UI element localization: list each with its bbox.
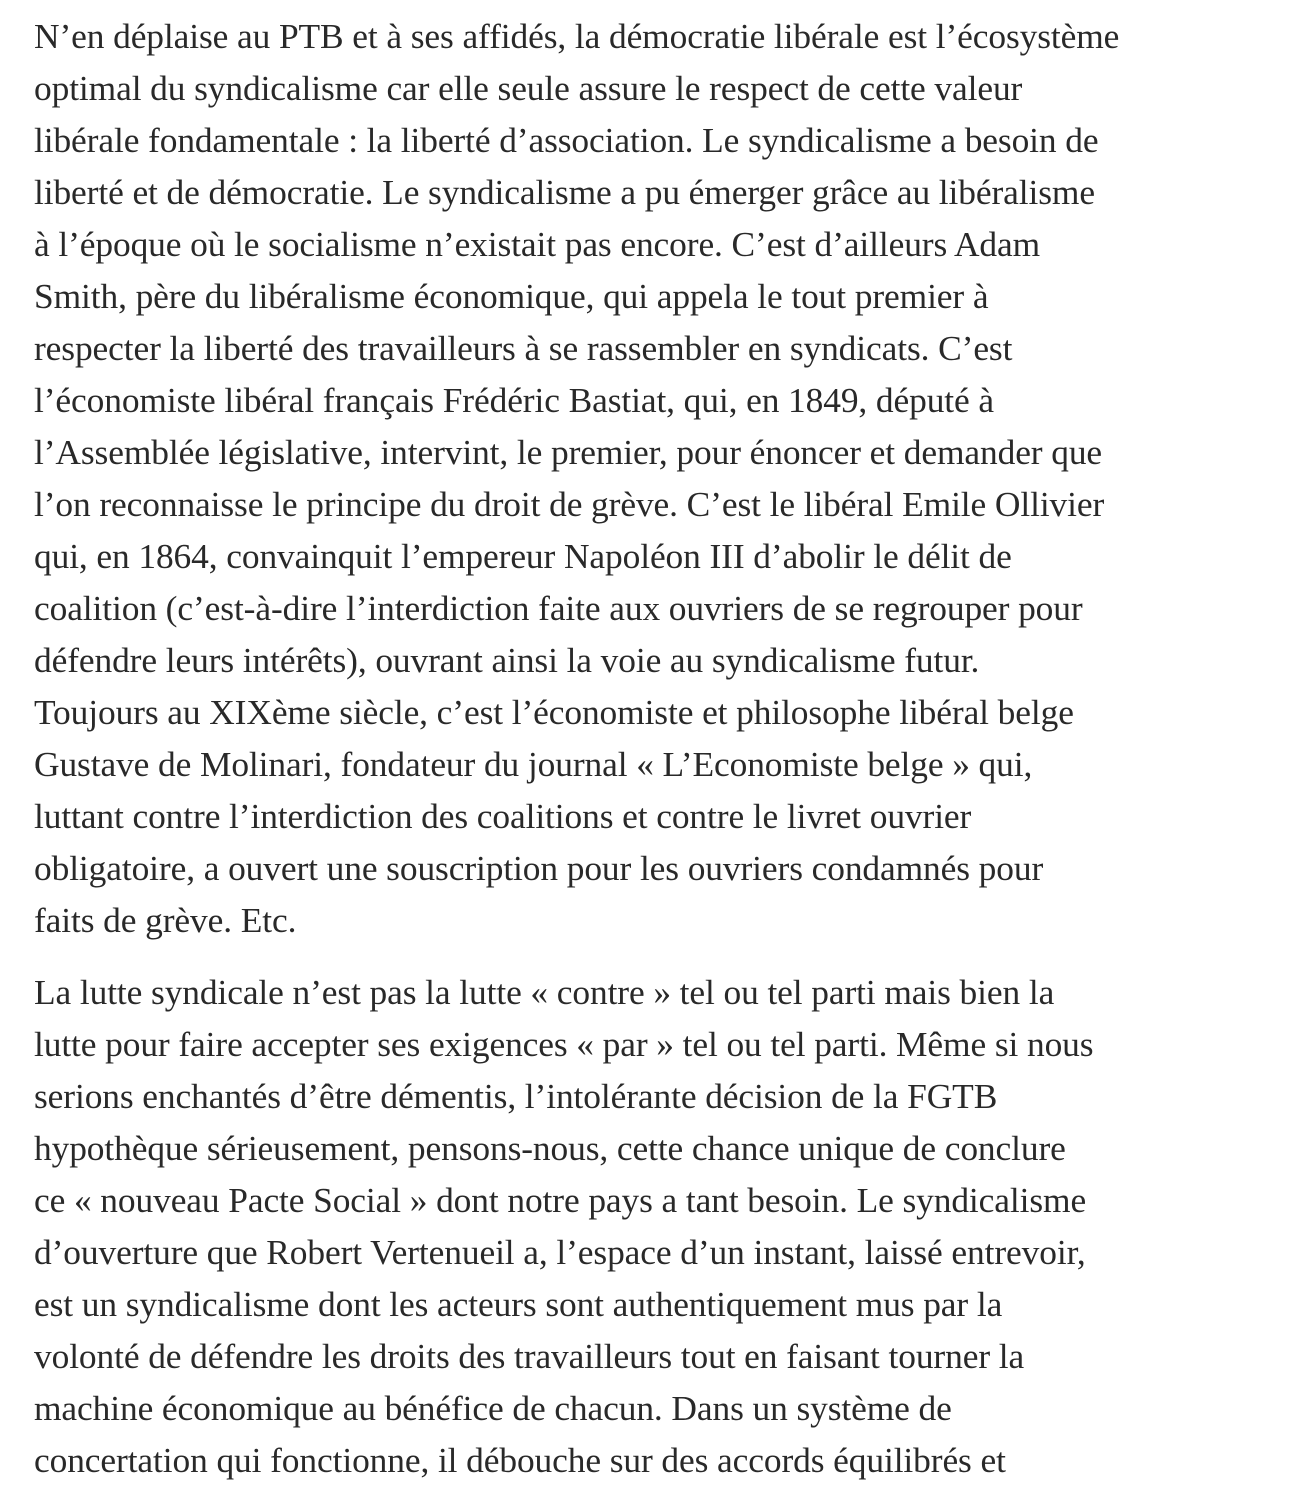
text-line: qui, en 1864, convainquit l’empereur Napoléon III d’abolir le délit de: [34, 536, 1012, 576]
text-line: La lutte syndicale n’est pas la lutte « contre » tel ou tel parti mais bien la: [34, 972, 1055, 1012]
text-line: hypothèque sérieusement, pensons-nous, cette chance unique de conclure: [34, 1128, 1066, 1168]
text-line: obligatoire, a ouvert une souscription pour les ouvriers condamnés pour: [34, 848, 1044, 888]
text-line: l’on reconnaisse le principe du droit de grève. C’est le libéral Emile Ollivier: [34, 484, 1105, 524]
text-line: luttant contre l’interdiction des coalitions et contre le livret ouvrier: [34, 796, 972, 836]
text-line: N’en déplaise au PTB et à ses affidés, la démocratie libérale est l’écosystème: [34, 16, 1120, 56]
text-line: lutte pour faire accepter ses exigences « par » tel ou tel parti. Même si nous: [34, 1024, 1094, 1064]
text-line: d’ouverture que Robert Vertenueil a, l’espace d’un instant, laissé entrevoir,: [34, 1232, 1086, 1272]
text-line: machine économique au bénéfice de chacun. Dans un système de: [34, 1388, 952, 1428]
text-line: défendre leurs intérêts), ouvrant ainsi la voie au syndicalisme futur.: [34, 640, 980, 680]
text-line: optimal du syndicalisme car elle seule assure le respect de cette valeur: [34, 68, 1023, 108]
text-line: volonté de défendre les droits des travailleurs tout en faisant tourner la: [34, 1336, 1025, 1376]
text-line: serions enchantés d’être démentis, l’intolérante décision de la FGTB: [34, 1076, 998, 1116]
paragraph-union-struggle: [34, 966, 1269, 1486]
text-line: libérale fondamentale : la liberté d’association. Le syndicalisme a besoin de: [34, 120, 1099, 160]
text-line: à l’époque où le socialisme n’existait pas encore. C’est d’ailleurs Adam: [34, 224, 1041, 264]
text-line: Toujours au XIXème siècle, c’est l’économiste et philosophe libéral belge: [34, 692, 1074, 732]
text-line: ce « nouveau Pacte Social » dont notre pays a tant besoin. Le syndicalisme: [34, 1180, 1087, 1220]
text-line: est un syndicalisme dont les acteurs sont authentiquement mus par la: [34, 1284, 1003, 1324]
text-line: respecter la liberté des travailleurs à se rassembler en syndicats. C’est: [34, 328, 1013, 368]
text-line: coalition (c’est-à-dire l’interdiction faite aux ouvriers de se regrouper pour: [34, 588, 1083, 628]
text-line: liberté et de démocratie. Le syndicalisme a pu émerger grâce au libéralisme: [34, 172, 1095, 212]
paragraph-liberal-democracy: [34, 10, 1269, 946]
text-line: Gustave de Molinari, fondateur du journal « L’Economiste belge » qui,: [34, 744, 1033, 784]
text-line: l’économiste libéral français Frédéric Bastiat, qui, en 1849, député à: [34, 380, 995, 420]
text-line: faits de grève. Etc.: [34, 900, 297, 940]
article-body: [34, 10, 1269, 1506]
text-line: Smith, père du libéralisme économique, qui appela le tout premier à: [34, 276, 989, 316]
text-line: concertation qui fonctionne, il débouche sur des accords équilibrés et: [34, 1440, 1006, 1480]
text-line: l’Assemblée législative, intervint, le premier, pour énoncer et demander que: [34, 432, 1103, 472]
